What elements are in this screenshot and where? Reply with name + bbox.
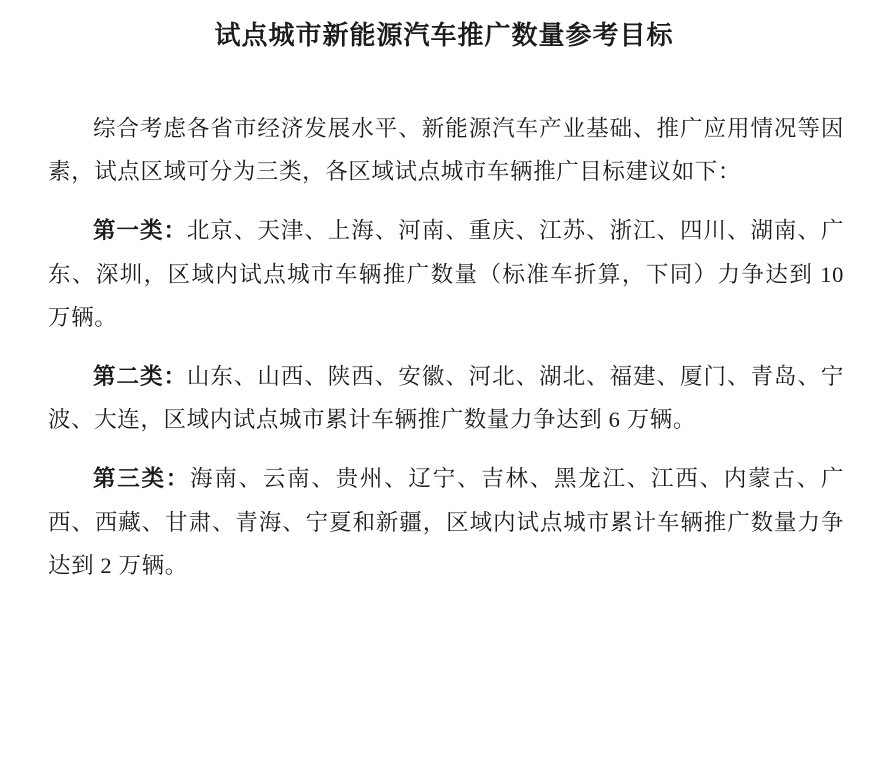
paragraph-intro	[48, 107, 844, 193]
paragraph-category-3	[48, 457, 844, 587]
category-1-label: 第一类：	[93, 218, 187, 244]
category-1-text: 北京、天津、上海、河南、重庆、江苏、浙江、四川、湖南、广东、深圳，区域内试点城市车辆推广数量（标准车折算，下同）力争达到 10 万辆。	[48, 218, 844, 330]
document-body	[0, 107, 888, 587]
category-3-label: 第三类：	[93, 466, 191, 492]
category-2-text: 山东、山西、陕西、安徽、河北、湖北、福建、厦门、青岛、宁波、大连，区域内试点城市累计车辆推广数量力争达到 6 万辆。	[48, 363, 844, 433]
paragraph-category-1	[48, 209, 844, 339]
category-2-label: 第二类：	[93, 363, 187, 389]
paragraph-category-2	[48, 355, 844, 441]
paragraph-intro-text: 综合考虑各省市经济发展水平、新能源汽车产业基础、推广应用情况等因素，试点区域可分为三类，各区域试点城市车辆推广目标建议如下：	[48, 116, 844, 185]
page-title: 试点城市新能源汽车推广数量参考目标	[214, 21, 674, 50]
category-3-text: 海南、云南、贵州、辽宁、吉林、黑龙江、江西、内蒙古、广西、西藏、甘肃、青海、宁夏和新疆，区域内试点城市累计车辆推广数量力争达到 2 万辆。	[48, 466, 845, 578]
